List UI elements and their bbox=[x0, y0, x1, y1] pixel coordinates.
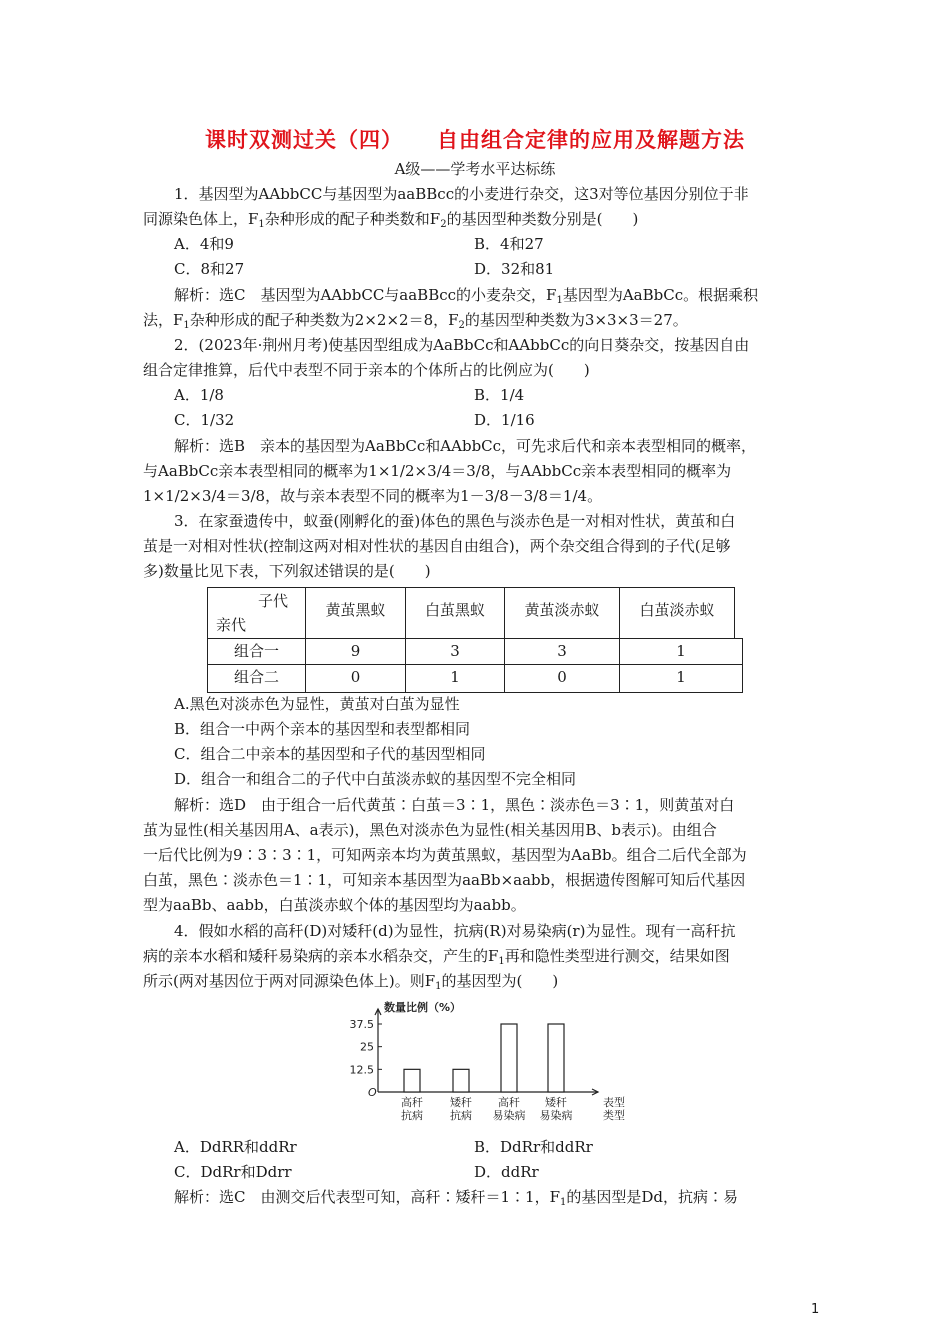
y-tick-label: 25 bbox=[360, 1040, 374, 1054]
table-row-label: 组合一 bbox=[207, 638, 306, 665]
q3-option-a: A.黑色对淡赤色为显性，黄茧对白茧为显性 bbox=[174, 695, 460, 713]
x-tick-label: 高秆 bbox=[401, 1096, 423, 1109]
table-cell: 1 bbox=[619, 638, 743, 665]
q4-line: 病的亲本水稻和矮秆易染病的亲本水稻杂交，产生的$F_1$再和隐性类型进行测交，结果如图 bbox=[143, 947, 730, 967]
q1-line: 1．基因型为AAbbCC与基因型为aaBBcc的小麦进行杂交，这3对等位基因分别位于非 bbox=[174, 185, 749, 203]
table-cell: 1 bbox=[405, 664, 505, 693]
x-tick-label: 易染病 bbox=[492, 1109, 526, 1122]
q3-option-d: D．组合一和组合二的子代中白茧淡赤蚁的基因型不完全相同 bbox=[174, 770, 577, 788]
table-header: 白茧淡赤蚁 bbox=[619, 587, 735, 639]
x-tick-label: 抗病 bbox=[450, 1109, 472, 1122]
q3-explanation: 一后代比例为9∶3∶3∶1，可知两亲本均为黄茧黑蚁，基因型为AaBb。组合二后代全部为 bbox=[143, 846, 747, 864]
x-tick-label: 高秆 bbox=[498, 1096, 520, 1109]
table-row-label: 组合二 bbox=[207, 664, 306, 693]
y-tick-label: 37.5 bbox=[349, 1018, 374, 1031]
table-cell: 3 bbox=[405, 638, 505, 665]
q1-explanation: 解析：选C 基因型为AAbbCC与aaBBcc的小麦杂交，$F_1$基因型为AaBbCc。根据乘积 bbox=[174, 286, 759, 306]
origin-label: O bbox=[368, 1086, 377, 1099]
q3-explanation: 解析：选D 由于组合一后代黄茧∶白茧＝3∶1，黑色∶淡赤色＝3∶1，则黄茧对白 bbox=[174, 796, 735, 814]
q3-line: 3．在家蚕遗传中，蚁蚕(刚孵化的蚕)体色的黑色与淡赤色是一对相对性状，黄茧和白 bbox=[174, 512, 736, 530]
table-header: 白茧黑蚁 bbox=[405, 587, 505, 639]
q2-explanation: 1×1/2×3/4＝3/8，故与亲本表型不同的概率为1－3/8－3/8＝1/4。 bbox=[143, 487, 603, 505]
y-tick-label: 12.5 bbox=[349, 1063, 374, 1077]
q2-line: 2．(2023年·荆州月考)使基因型组成为AaBbCc和AAbbCc的向日葵杂交，按基因自由 bbox=[174, 336, 750, 354]
q4-option-b: B．DdRr和ddRr bbox=[474, 1138, 593, 1156]
q4-option-d: D．ddRr bbox=[474, 1163, 539, 1181]
bar bbox=[501, 1024, 517, 1092]
q2-explanation: 与AaBbCc亲本表型相同的概率为1×1/2×3/4＝3/8，与AAbbCc亲本表型相同的概率为 bbox=[143, 462, 732, 480]
x-tick-label: 矮秆 bbox=[545, 1096, 567, 1109]
q4-option-a: A．DdRR和ddRr bbox=[174, 1138, 297, 1156]
table-cell: 9 bbox=[305, 638, 406, 665]
q3-option-b: B．组合一中两个亲本的基因型和表型都相同 bbox=[174, 720, 471, 738]
q4-line: 所示(两对基因位于两对同源染色体上)。则$F_1$的基因型为( ) bbox=[143, 972, 559, 992]
bar bbox=[453, 1069, 469, 1092]
table-cell: 3 bbox=[504, 638, 620, 665]
table-header: 黄茧黑蚁 bbox=[305, 587, 406, 639]
bar-chart bbox=[340, 995, 640, 1127]
q1-option-c: C．8和27 bbox=[174, 260, 245, 278]
x-tick-label: 抗病 bbox=[401, 1109, 423, 1122]
table-cell: 1 bbox=[619, 664, 743, 693]
q1-line: 同源染色体上，$F_1$杂种形成的配子种类数和$F_2$的基因型种类数分别是( ) bbox=[143, 210, 639, 230]
table-corner-cell bbox=[207, 587, 306, 639]
q3-line: 多)数量比见下表，下列叙述错误的是( ) bbox=[143, 562, 431, 580]
q1-explanation: 法，$F_1$杂种形成的配子种类数为2×2×2＝8，$F_2$的基因型种类数为3×3×3＝27。 bbox=[143, 311, 688, 331]
page-title: 课时双测过关（四） 自由组合定律的应用及解题方法 bbox=[205, 128, 745, 152]
corner-bottom-label: 亲代 bbox=[216, 616, 247, 634]
bar bbox=[548, 1024, 564, 1092]
q3-option-c: C．组合二中亲本的基因型和子代的基因型相同 bbox=[174, 745, 486, 763]
q2-explanation: 解析：选B 亲本的基因型为AaBbCc和AAbbCc，可先求后代和亲本表型相同的概率， bbox=[174, 437, 757, 455]
q3-explanation: 茧为显性(相关基因用A、a表示)，黑色对淡赤色为显性(相关基因用B、b表示)。由组合 bbox=[143, 821, 717, 839]
section-subtitle: A级——学考水平达标练 bbox=[394, 160, 556, 178]
q4-explanation: 解析：选C 由测交后代表型可知，高秆∶矮秆＝1∶1，$F_1$的基因型是Dd，抗病∶易 bbox=[174, 1188, 738, 1208]
q4-option-c: C．DdRr和Ddrr bbox=[174, 1163, 292, 1181]
q1-option-b: B．4和27 bbox=[474, 235, 544, 253]
corner-top-label: 子代 bbox=[258, 592, 289, 610]
q2-option-b: B．1/4 bbox=[474, 386, 525, 404]
q2-option-d: D．1/16 bbox=[474, 411, 535, 429]
x-tick-label: 矮秆 bbox=[450, 1096, 472, 1109]
bar bbox=[404, 1069, 420, 1092]
x-tick-label: 易染病 bbox=[539, 1109, 573, 1122]
q2-option-c: C．1/32 bbox=[174, 411, 235, 429]
page-number: 1 bbox=[811, 1302, 820, 1317]
q4-line: 4．假如水稻的高秆(D)对矮秆(d)为显性，抗病(R)对易染病(r)为显性。现有一高秆抗 bbox=[174, 922, 736, 940]
table-header: 黄茧淡赤蚁 bbox=[504, 587, 620, 639]
q2-line: 组合定律推算，后代中表型不同于亲本的个体所占的比例应为( ) bbox=[143, 361, 590, 379]
x-axis-label: 表型 bbox=[603, 1096, 625, 1109]
table-cell: 0 bbox=[305, 664, 406, 693]
q1-option-a: A．4和9 bbox=[174, 235, 234, 253]
y-axis-label: 数量比例（%） bbox=[384, 1001, 462, 1014]
table-cell: 0 bbox=[504, 664, 620, 693]
q3-line: 茧是一对相对性状(控制这两对相对性状的基因自由组合)，两个杂交组合得到的子代(足够 bbox=[143, 537, 731, 555]
q1-option-d: D．32和81 bbox=[474, 260, 555, 278]
q3-explanation: 白茧，黑色∶淡赤色＝1∶1，可知亲本基因型为aaBb×aabb，根据遗传图解可知后代基因 bbox=[143, 871, 746, 889]
x-axis-label: 类型 bbox=[603, 1109, 625, 1122]
q3-explanation: 型为aaBb、aabb，白茧淡赤蚁个体的基因型均为aabb。 bbox=[143, 896, 526, 914]
q2-option-a: A．1/8 bbox=[174, 386, 224, 404]
